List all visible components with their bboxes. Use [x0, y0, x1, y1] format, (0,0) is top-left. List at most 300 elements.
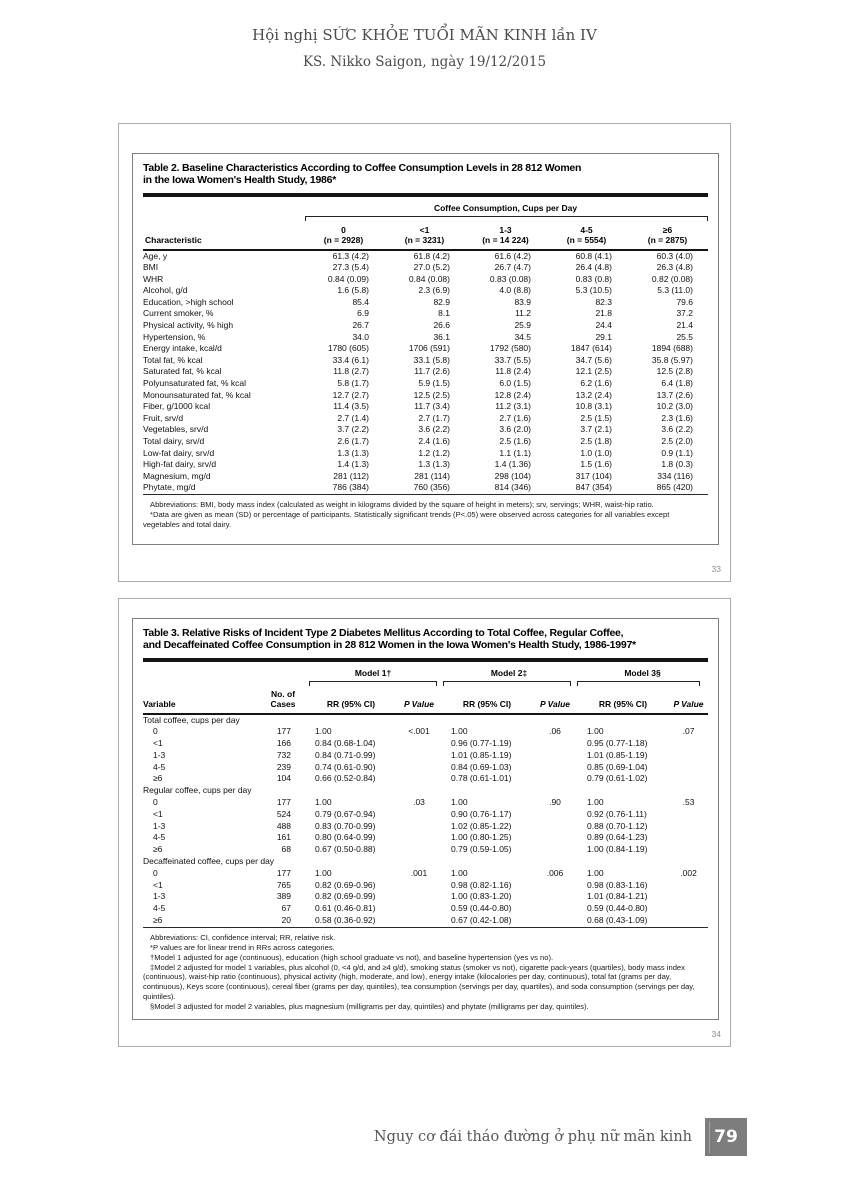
cell-value: 0.59 (0.44-0.80) [587, 903, 648, 914]
cell-value [397, 891, 441, 903]
cell-value [397, 773, 441, 785]
row-label: Energy intake, kcal/d [143, 343, 222, 354]
cell-value: 0.95 (0.77-1.18) [587, 738, 648, 749]
column-header-characteristic: Characteristic [145, 235, 202, 245]
cell-value: 1.01 (0.85-1.19) [451, 749, 512, 760]
table-row [143, 738, 708, 750]
cell-value: 11.2 [515, 308, 531, 319]
cell-value: 3.6 (2.0) [499, 424, 531, 435]
cell-value: 1.00 [451, 726, 468, 737]
cell-value [533, 773, 577, 785]
cell-value: .53 [682, 797, 695, 808]
row-label: High-fat dairy, srv/d [143, 459, 217, 470]
cell-value [669, 844, 708, 856]
cell-value [397, 738, 441, 750]
table3-footnotes [143, 933, 708, 1012]
column-header: 0 (n = 2928) [323, 224, 364, 245]
model3-bracket [577, 681, 700, 686]
cell-value [533, 915, 577, 927]
cell-value [669, 915, 708, 927]
table-row [143, 832, 708, 844]
cell-value: 10.2 (3.0) [656, 401, 693, 412]
cell-value: 1.8 (0.3) [661, 459, 693, 470]
row-label: Total dairy, srv/d [143, 436, 205, 446]
cell-value: 61.8 (4.2) [413, 250, 450, 261]
column-header: 1-3 (n = 14 224) [482, 224, 529, 245]
cell-value: 26.4 (4.8) [575, 262, 612, 273]
cell-value: 11.7 (3.4) [414, 401, 450, 412]
column-header-pvalue: P Value [673, 699, 704, 709]
cell-value: 1.00 [587, 867, 604, 878]
column-header-cases: No. of Cases [270, 688, 296, 709]
cell-value: 524 [276, 808, 291, 819]
cell-value [533, 821, 577, 833]
cell-value: 4.0 (8.8) [499, 285, 531, 296]
cell-value: 0.80 (0.64-0.99) [315, 832, 376, 843]
table3-title-line2: and Decaffeinated Coffee Consumption in 28 812 Women in the Iowa Women's Health Study, 1986-1997* [143, 639, 636, 651]
row-label: <1 [153, 808, 163, 819]
table-row [143, 320, 708, 332]
table-row [143, 903, 708, 915]
table-row [143, 251, 708, 263]
cell-value: 36.1 [433, 331, 450, 342]
cell-value: 26.6 [433, 320, 450, 331]
cell-value: 0.90 (0.76-1.17) [451, 808, 512, 819]
row-label: Vegetables, srv/d [143, 424, 209, 435]
cell-value: 2.3 (6.9) [418, 285, 450, 296]
row-label: Monounsaturated fat, % kcal [143, 389, 251, 400]
cell-value: 33.1 (5.8) [413, 354, 450, 365]
cell-value: 1.00 (0.80-1.25) [451, 832, 512, 843]
column-header-rr: RR (95% CI) [598, 699, 648, 709]
model1-header: Model 1† [354, 668, 392, 678]
row-label: Education, >high school [143, 296, 234, 307]
section-row [143, 715, 708, 727]
cell-value: 0.83 (0.70-0.99) [315, 820, 376, 831]
cell-value [397, 750, 441, 762]
row-label: 1-3 [153, 749, 166, 760]
cell-value: 0.98 (0.83-1.16) [587, 879, 648, 890]
cell-value: 33.7 (5.5) [494, 354, 531, 365]
cell-value [397, 844, 441, 856]
cell-value [669, 773, 708, 785]
cell-value: 26.7 [352, 320, 369, 331]
cell-value: .03 [413, 797, 425, 808]
row-label: Fruit, srv/d [143, 412, 184, 423]
table-row [143, 308, 708, 320]
divider [143, 193, 708, 197]
table-row [143, 366, 708, 378]
cell-value: 0.98 (0.82-1.16) [451, 879, 512, 890]
column-header: <1 (n = 3231) [404, 224, 445, 245]
table-row [143, 355, 708, 367]
cell-value: 2.5 (1.5) [580, 412, 612, 423]
cell-value: 1.4 (1.36) [494, 459, 531, 470]
cell-value [669, 903, 708, 915]
section-row [143, 785, 708, 797]
cell-value: 68 [281, 844, 291, 855]
table-row [143, 390, 708, 402]
cell-value: 33.4 (6.1) [332, 354, 369, 365]
table-row [143, 332, 708, 344]
footer-title: Nguy cơ đái tháo đường ở phụ nữ mãn kinh [373, 1129, 692, 1145]
cell-value: 1.1 (1.1) [499, 447, 531, 458]
cell-value [669, 832, 708, 844]
slide-table2 [118, 123, 731, 582]
cell-value: 2.5 (2.0) [661, 436, 693, 446]
cell-value: 2.5 (1.8) [580, 436, 612, 446]
cell-value: 0.82 (0.69-0.99) [315, 891, 376, 902]
conference-venue-date: KS. Nikko Saigon, ngày 19/12/2015 [302, 54, 547, 70]
cell-value: 1792 (580) [489, 343, 531, 354]
cell-value: 1.5 (1.6) [580, 459, 612, 470]
cell-value: 104 [276, 773, 291, 784]
model2-header: Model 2‡ [490, 668, 528, 678]
table-row [143, 750, 708, 762]
cell-value: 26.7 (4.7) [494, 262, 531, 273]
table-row [143, 762, 708, 774]
divider [143, 927, 708, 928]
column-header-variable: Variable [143, 699, 176, 709]
table-row [143, 459, 708, 471]
table-row [143, 821, 708, 833]
cell-value: 6.4 (1.8) [661, 378, 693, 389]
cell-value: 27.3 (5.4) [332, 262, 369, 273]
slide-page-number: 33 [711, 564, 721, 574]
cell-value: 37.2 [676, 308, 693, 319]
cell-value: 1.00 [451, 867, 468, 878]
cell-value: 0.79 (0.67-0.94) [315, 808, 376, 819]
footnote-line: *P values are for linear trend in RRs across categories. [150, 942, 335, 952]
cell-value: 1894 (688) [651, 343, 693, 354]
table-row [143, 773, 708, 785]
cell-value: 0.79 (0.61-1.02) [587, 773, 648, 784]
cell-value: 3.6 (2.2) [418, 424, 450, 435]
cell-value: 82.9 [433, 296, 450, 307]
cell-value: 0.58 (0.36-0.92) [315, 915, 376, 926]
cell-value: 3.6 (2.2) [661, 424, 693, 435]
cell-value: 0.82 (0.08) [651, 273, 693, 284]
cell-value: 0.67 (0.50-0.88) [315, 844, 376, 855]
cell-value: 61.6 (4.2) [494, 250, 531, 261]
cell-value [397, 762, 441, 774]
table-row [143, 401, 708, 413]
cell-value: 24.4 [595, 320, 612, 331]
cell-value [533, 832, 577, 844]
column-header: ≥6 (n = 2875) [647, 224, 688, 245]
table-row [143, 915, 708, 927]
table3-header [143, 668, 708, 710]
row-label: Magnesium, mg/d [143, 470, 211, 481]
cell-value: 786 (384) [332, 482, 369, 493]
row-label: 4-5 [153, 832, 166, 843]
table2-header [143, 203, 708, 246]
table-row [143, 285, 708, 297]
cell-value: 0.84 (0.09) [327, 273, 369, 284]
cell-value: 1.00 (0.83-1.20) [451, 891, 512, 902]
row-label: 4-5 [153, 761, 166, 772]
cell-value: 0.84 (0.68-1.04) [315, 738, 376, 749]
cell-value: 1.00 [315, 797, 332, 808]
table-row [143, 482, 708, 494]
table-row [143, 844, 708, 856]
row-label: <1 [153, 738, 163, 749]
cell-value: 2.5 (1.6) [499, 436, 531, 446]
column-header-pvalue: P Value [539, 699, 571, 709]
row-label: Physical activity, % high [143, 320, 234, 331]
cell-value: 1.00 [587, 726, 604, 737]
row-label: 0 [153, 726, 158, 737]
divider [143, 658, 708, 662]
section-label: Decaffeinated coffee, cups per day [143, 856, 275, 867]
row-label: Phytate, mg/d [143, 482, 196, 493]
model2-bracket [443, 681, 571, 686]
table2-footnotes [143, 500, 708, 530]
cell-value: 1.00 [315, 726, 332, 737]
row-label: 0 [153, 797, 158, 808]
cell-value: 0.83 (0.8) [575, 273, 612, 284]
cell-value: 0.68 (0.43-1.09) [587, 915, 648, 926]
cell-value: 1.0 (1.0) [580, 447, 612, 458]
model3-header: Model 3§ [624, 668, 661, 678]
row-label: 4-5 [153, 903, 166, 914]
footnote-line: Abbreviations: BMI, body mass index (calculated as weight in kilograms divided by the square of height in meters); srv, servings; WHR, waist-hip ratio. [150, 499, 654, 509]
cell-value: 1.00 (0.84-1.19) [587, 844, 648, 855]
cell-value: 6.2 (1.6) [580, 378, 612, 389]
row-label: 0 [153, 867, 158, 878]
row-label: 1-3 [153, 891, 166, 902]
cell-value: 83.9 [514, 296, 531, 307]
cell-value: 2.3 (1.6) [661, 412, 693, 423]
table-row [143, 343, 708, 355]
cell-value: 11.7 (2.6) [414, 366, 450, 377]
relative-risks-table [143, 715, 708, 927]
cell-value [533, 809, 577, 821]
cell-value: .001 [410, 867, 428, 878]
cell-value: 814 (346) [494, 482, 531, 493]
table2-title-line2: in the Iowa Women's Health Study, 1986* [143, 174, 337, 186]
footnote-line: *Data are given as mean (SD) or percentage of participants. Statistically significant trends (P<.05) were observed across categories for all variables except vegetables and total dairy. [143, 509, 670, 529]
cell-value [397, 880, 441, 892]
cell-value [533, 762, 577, 774]
cell-value: 177 [276, 867, 291, 878]
divider [143, 494, 708, 495]
cell-value: 35.8 (5.97) [651, 354, 693, 365]
cell-value [533, 880, 577, 892]
cell-value [669, 750, 708, 762]
cell-value: 11.8 (2.7) [333, 366, 369, 377]
cell-value: 1.4 (1.3) [337, 459, 369, 470]
cell-value: 11.8 (2.4) [495, 366, 531, 377]
table-row [143, 809, 708, 821]
cell-value: 12.1 (2.5) [575, 366, 612, 377]
cell-value: 27.0 (5.2) [413, 262, 450, 273]
cell-value: 26.3 (4.8) [656, 262, 693, 273]
cell-value: 488 [276, 820, 291, 831]
cell-value: 25.5 [676, 331, 693, 342]
cell-value [669, 738, 708, 750]
cell-value: 12.7 (2.7) [332, 389, 369, 400]
section-label: Total coffee, cups per day [143, 714, 240, 725]
cell-value: 13.2 (2.4) [575, 389, 612, 400]
cell-value: 12.5 (2.5) [413, 389, 450, 400]
cell-value: 8.1 [438, 308, 450, 319]
cell-value: 34.7 (5.6) [575, 354, 612, 365]
table3-scan [132, 618, 719, 1020]
cell-value [397, 809, 441, 821]
cell-value: 2.7 (1.4) [337, 412, 369, 423]
cell-value: 317 (104) [575, 470, 612, 481]
cell-value: 6.0 (1.5) [499, 378, 531, 389]
footnote-line: §Model 3 adjusted for model 2 variables, plus magnesium (milligrams per day, quintiles) and phytate (milligrams per day, quintiles). [150, 1002, 589, 1012]
cell-value: 0.85 (0.69-1.04) [587, 761, 648, 772]
cell-value [397, 915, 441, 927]
slide-page-number: 34 [711, 1029, 721, 1039]
cell-value: 732 [276, 749, 291, 760]
cell-value: 0.84 (0.69-1.03) [451, 761, 512, 772]
cell-value [669, 880, 708, 892]
row-label: Current smoker, % [143, 308, 214, 319]
footnote-line: ‡Model 2 adjusted for model 1 variables, plus alcohol (0, <4 g/d, and ≥4 g/d), smoking status (smoker vs not), cigarette pack-years (quartiles), body mass index (continuous), waist-hip ratio (continuous), physical activity (high, moderate, and low), energy intake (kilocalories per day, continuous), total fat (grams per day, continuous), Keys score (continuous), cereal fiber (grams per day, quintiles), tea consumption (servings per day, quartiles), and soda consumption (servings per day, quintiles). [143, 962, 695, 1002]
cell-value: 0.84 (0.08) [408, 273, 450, 284]
cell-value [533, 844, 577, 856]
cell-value: 298 (104) [494, 470, 531, 481]
column-header-pvalue: P Value [403, 699, 435, 709]
column-header-rr: RR (95% CI) [326, 699, 376, 709]
cell-value: 1847 (614) [570, 343, 612, 354]
cell-value: 239 [276, 761, 291, 772]
table-row [143, 262, 708, 274]
cell-value: .07 [682, 726, 695, 737]
cell-value: 1.00 [451, 797, 468, 808]
cell-value: 2.7 (1.7) [418, 412, 450, 423]
cell-value: 0.89 (0.64-1.23) [587, 832, 648, 843]
cell-value: 34.5 [514, 331, 531, 342]
table-row [143, 436, 708, 448]
cell-value: 2.4 (1.6) [418, 436, 450, 446]
cell-value: 1.2 (1.2) [418, 447, 450, 458]
cell-value: 1.00 [315, 867, 332, 878]
row-label: ≥6 [153, 915, 163, 926]
cell-value: 765 [276, 879, 291, 890]
table-row [143, 413, 708, 425]
row-label: 1-3 [153, 820, 166, 831]
row-label: WHR [143, 273, 164, 284]
footnote-line: Abbreviations: CI, confidence interval; RR, relative risk. [150, 932, 336, 942]
cell-value: 166 [276, 738, 291, 749]
cell-value: 0.9 (1.1) [661, 447, 693, 458]
cell-value: 79.6 [676, 296, 693, 307]
footnote-line: †Model 1 adjusted for age (continuous), education (high school graduate vs not), and baseline hypertension (yes vs no). [150, 952, 554, 962]
cell-value: 12.5 (2.8) [656, 366, 693, 377]
cell-value: 3.7 (2.1) [580, 424, 612, 435]
cell-value [397, 903, 441, 915]
cell-value: 0.84 (0.71-0.99) [315, 749, 376, 760]
table-row [143, 424, 708, 436]
cell-value: 2.6 (1.7) [337, 436, 369, 446]
cell-value: 1.01 (0.85-1.19) [587, 749, 648, 760]
table-row [143, 378, 708, 390]
cell-value [533, 750, 577, 762]
slide-table3 [118, 598, 731, 1047]
table2-spanner: Coffee Consumption, Cups per Day [433, 203, 578, 213]
baseline-characteristics-table [143, 251, 708, 494]
row-label: Low-fat dairy, srv/d [143, 447, 215, 458]
cell-value: 25.9 [514, 320, 531, 331]
spanner-bracket [305, 216, 708, 221]
table-row [143, 868, 708, 880]
table-row [143, 471, 708, 483]
row-label: Polyunsaturated fat, % kcal [143, 378, 247, 389]
cell-value: 5.3 (11.0) [657, 285, 693, 296]
cell-value: 6.9 [357, 308, 369, 319]
cell-value: 1.01 (0.84-1.21) [587, 891, 648, 902]
row-label: Saturated fat, % kcal [143, 366, 222, 377]
cell-value [669, 809, 708, 821]
cell-value: 0.79 (0.59-1.05) [451, 844, 512, 855]
row-label: ≥6 [153, 773, 163, 784]
table-row [143, 880, 708, 892]
cell-value [533, 903, 577, 915]
row-label: Total fat, % kcal [143, 354, 203, 365]
cell-value: 85.4 [352, 296, 369, 307]
cell-value: 34.0 [352, 331, 369, 342]
cell-value: 1706 (591) [408, 343, 450, 354]
cell-value: 0.78 (0.61-1.01) [451, 773, 512, 784]
cell-value: 1.3 (1.3) [418, 459, 450, 470]
cell-value: 0.83 (0.08) [489, 273, 531, 284]
table-row [143, 297, 708, 309]
cell-value: 847 (354) [575, 482, 612, 493]
model1-bracket [309, 681, 437, 686]
column-header: 4-5 (n = 5554) [566, 224, 607, 245]
cell-value: 1.02 (0.85-1.22) [451, 820, 512, 831]
cell-value: 20 [281, 915, 291, 926]
cell-value [397, 832, 441, 844]
cell-value: 1780 (605) [327, 343, 369, 354]
row-label: Age, y [143, 250, 168, 261]
table-row [143, 448, 708, 460]
cell-value: 61.3 (4.2) [332, 250, 369, 261]
cell-value: 10.8 (3.1) [575, 401, 612, 412]
cell-value: .06 [549, 726, 561, 737]
row-label: ≥6 [153, 844, 163, 855]
row-label: Hypertension, % [143, 331, 206, 342]
cell-value: 0.67 (0.42-1.08) [451, 915, 512, 926]
cell-value: 21.8 [595, 308, 612, 319]
cell-value: 1.3 (1.3) [337, 447, 369, 458]
cell-value: 0.82 (0.69-0.96) [315, 879, 376, 890]
cell-value: 29.1 [595, 331, 612, 342]
page-number-badge: 79 [705, 1118, 747, 1156]
cell-value: 0.96 (0.77-1.19) [451, 738, 512, 749]
cell-value: 60.8 (4.1) [575, 250, 612, 261]
cell-value: 334 (116) [657, 470, 693, 481]
cell-value: 177 [276, 726, 291, 737]
cell-value: 13.7 (2.6) [656, 389, 693, 400]
cell-value: 12.8 (2.4) [494, 389, 531, 400]
cell-value: 2.7 (1.6) [499, 412, 531, 423]
cell-value: 161 [276, 832, 291, 843]
cell-value [669, 891, 708, 903]
table-row [143, 797, 708, 809]
column-header-rr: RR (95% CI) [462, 699, 512, 709]
cell-value: 11.2 (3.1) [495, 401, 531, 412]
row-label: <1 [153, 879, 163, 890]
cell-value [669, 821, 708, 833]
table-row [143, 891, 708, 903]
cell-value: .002 [680, 867, 697, 878]
